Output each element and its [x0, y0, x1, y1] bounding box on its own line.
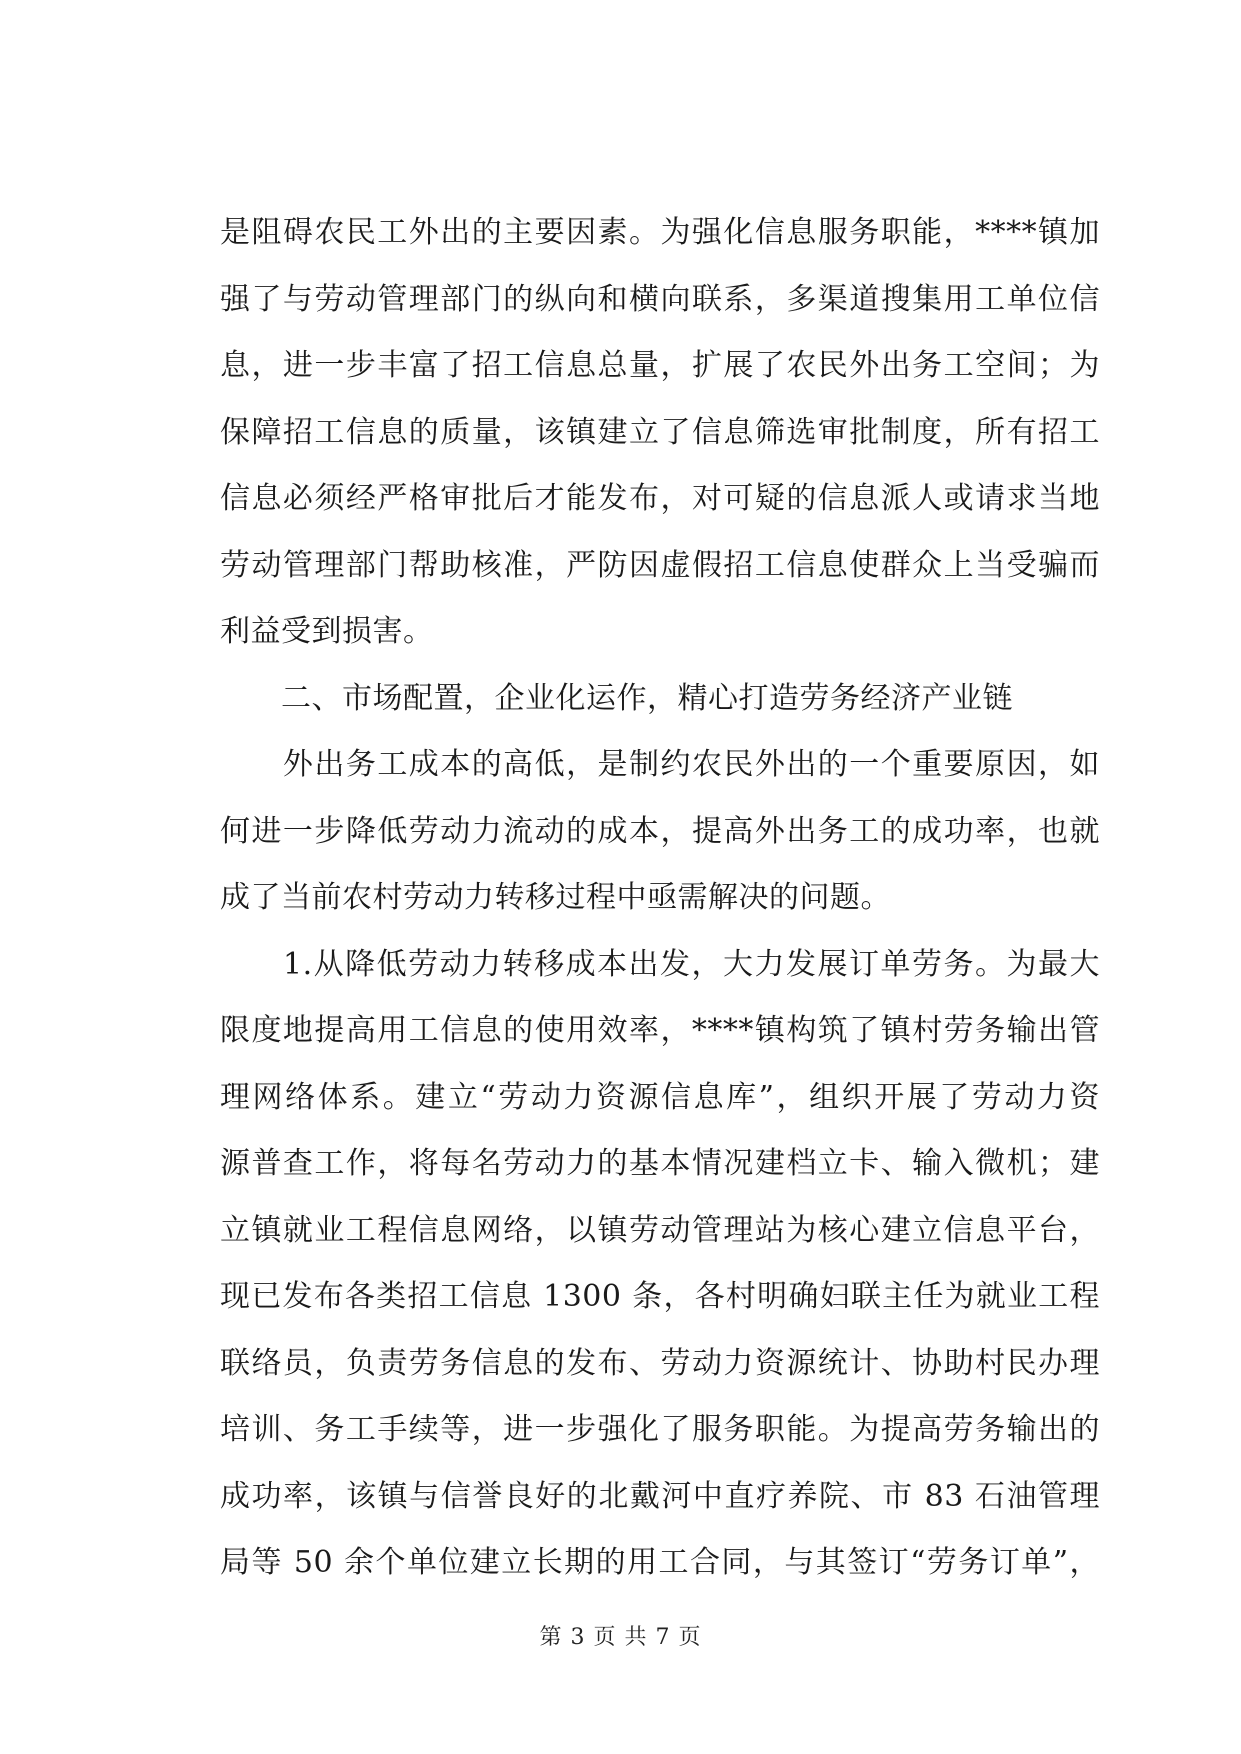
- text-line: 理网络体系。建立“劳动力资源信息库”，组织开展了劳动力资: [220, 1079, 1100, 1115]
- text-line: 何进一步降低劳动力流动的成本，提高外出务工的成功率，也就: [220, 813, 1100, 849]
- text-line: 限度地提高用工信息的使用效率，****镇构筑了镇村劳务输出管: [220, 1013, 1100, 1048]
- text-line: 劳动管理部门帮助核准，严防因虚假招工信息使群众上当受骗而: [220, 547, 1100, 583]
- text-line: 是阻碍农民工外出的主要因素。为强化信息服务职能，****镇加: [220, 215, 1100, 250]
- text-line: 局等 50 余个单位建立长期的用工合同，与其签订“劳务订单”，: [220, 1545, 1100, 1580]
- text-line: 联络员，负责劳务信息的发布、劳动力资源统计、协助村民办理: [220, 1345, 1100, 1381]
- text-line: 现已发布各类招工信息 1300 条，各村明确妇联主任为就业工程: [220, 1279, 1100, 1314]
- text-line: 息，进一步丰富了招工信息总量，扩展了农民外出务工空间；为: [220, 348, 1100, 383]
- page-number-footer: 第 3 页 共 7 页: [539, 1625, 702, 1650]
- text-line: 强了与劳动管理部门的纵向和横向联系，多渠道搜集用工单位信: [220, 281, 1100, 317]
- text-line: 成功率，该镇与信誉良好的北戴河中直疗养院、市 83 石油管理: [220, 1478, 1100, 1514]
- text-line: 成了当前农村劳动力转移过程中亟需解决的问题。: [220, 880, 891, 915]
- document-body: [220, 200, 1100, 1597]
- text-line: 信息必须经严格审批后才能发布，对可疑的信息派人或请求当地: [220, 481, 1100, 516]
- section-heading: 二、市场配置，企业化运作，精心打造劳务经济产业链: [220, 680, 1013, 716]
- text-line: 立镇就业工程信息网络，以镇劳动管理站为核心建立信息平台，: [220, 1212, 1100, 1248]
- text-line: 利益受到损害。: [220, 614, 434, 649]
- text-line: 外出务工成本的高低，是制约农民外出的一个重要原因，如: [220, 747, 1100, 782]
- text-line: 源普查工作，将每名劳动力的基本情况建档立卡、输入微机；建: [220, 1146, 1100, 1181]
- text-line: 培训、务工手续等，进一步强化了服务职能。为提高劳务输出的: [220, 1412, 1100, 1447]
- text-line: 1.从降低劳动力转移成本出发，大力发展订单劳务。为最大: [220, 946, 1100, 982]
- text-line: 保障招工信息的质量，该镇建立了信息筛选审批制度，所有招工: [220, 414, 1100, 450]
